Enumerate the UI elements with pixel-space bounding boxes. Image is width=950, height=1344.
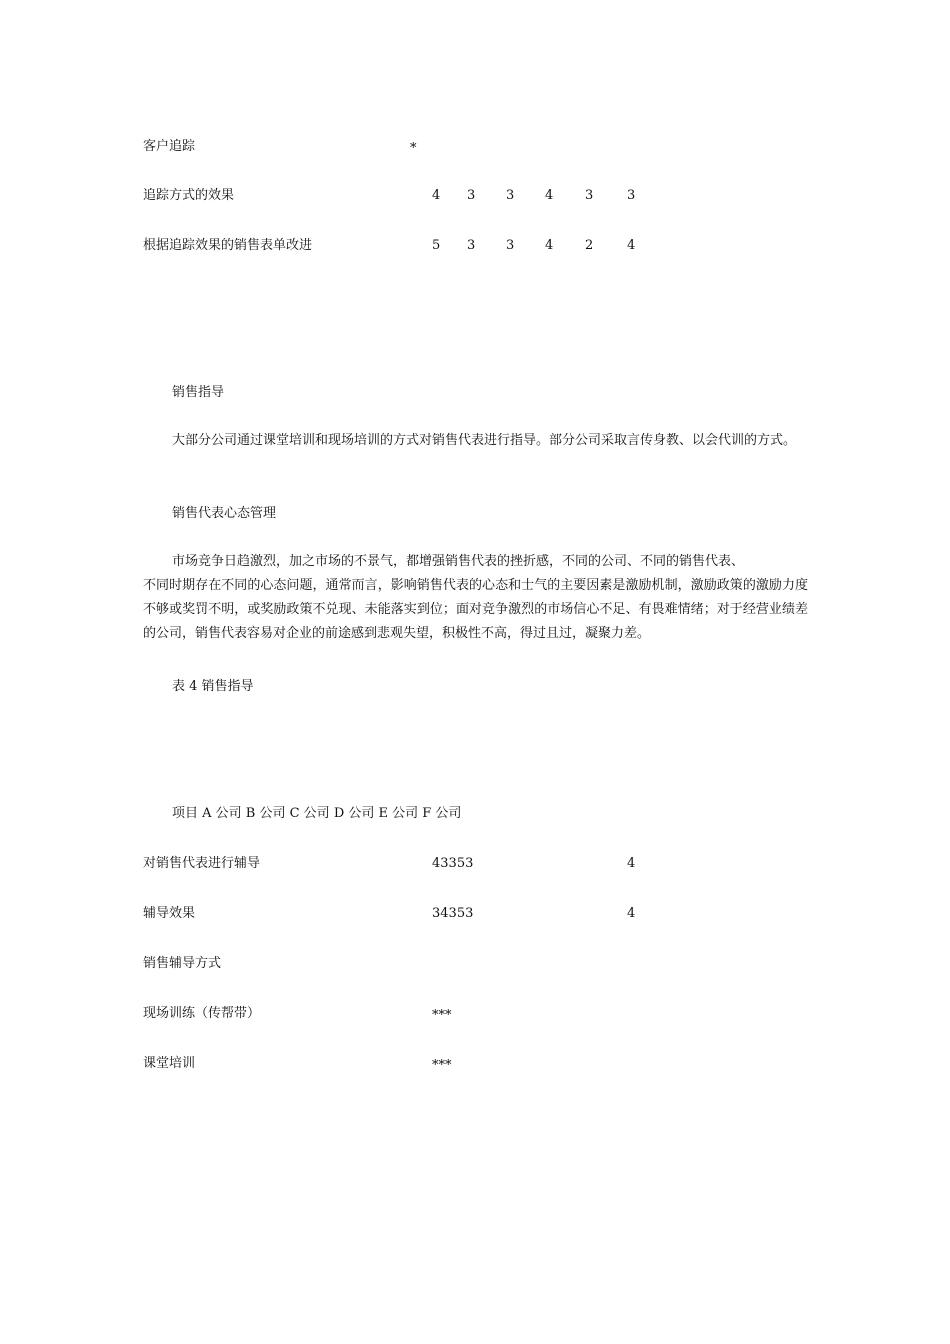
section-heading: 销售代表心态管理 <box>172 506 277 521</box>
table3-cell: 3 <box>506 188 515 203</box>
section-heading: 销售指导 <box>172 385 225 400</box>
table4-cell: 4 <box>627 906 636 921</box>
table3-cell: 5 <box>432 238 441 253</box>
table4-row-label: 对销售代表进行辅导 <box>143 856 261 871</box>
table3-row-label: 追踪方式的效果 <box>143 188 235 203</box>
table4-row-label: 课堂培训 <box>143 1056 196 1071</box>
table4-cell: 43353 <box>432 856 474 871</box>
section-paragraph-line: 市场竞争日趋激烈，加之市场的不景气，都增强销售代表的挫折感，不同的公司、不同的销售代表、 <box>172 554 745 569</box>
table3-cell: 4 <box>545 238 554 253</box>
table3-cell: 3 <box>467 238 476 253</box>
table3-cell: 3 <box>585 188 594 203</box>
table3-cell: 3 <box>506 238 515 253</box>
table3-row-label: 根据追踪效果的销售表单改进 <box>143 238 313 253</box>
table3-row-mark: * <box>410 141 417 156</box>
table4-row-label: 现场训练（传帮带） <box>143 1006 261 1021</box>
table3-cell: 4 <box>627 238 636 253</box>
table4-cell: 4 <box>627 856 636 871</box>
table-caption: 表 4 销售指导 <box>172 679 254 694</box>
table3-row-label: 客户追踪 <box>143 139 196 154</box>
table3-cell: 4 <box>432 188 441 203</box>
table4-row-label: 辅导效果 <box>143 906 196 921</box>
table4-cell: 34353 <box>432 906 474 921</box>
table3-cell: 2 <box>585 238 594 253</box>
table3-cell: 3 <box>627 188 636 203</box>
table4-header: 项目 A 公司 B 公司 C 公司 D 公司 E 公司 F 公司 <box>172 806 462 821</box>
section-paragraph: 大部分公司通过课堂培训和现场培训的方式对销售代表进行指导。部分公司采取言传身教、以会代训的方式。 <box>172 433 797 448</box>
section-paragraph: 不同时期存在不同的心态问题，通常而言，影响销售代表的心态和士气的主要因素是激励机制，激励政策的激励力度不够或奖罚不明，或奖励政策不兑现、未能落实到位；面对竞争激烈的市场信心不足、有畏难情绪；对于经营业绩差的公司，销售代表容易对企业的前途感到悲观失望，积极性不高，得过且过，凝聚力差。 <box>143 578 808 641</box>
table4-cell: *** <box>432 1058 452 1073</box>
table4-cell: *** <box>432 1008 452 1023</box>
table4-row-label: 销售辅导方式 <box>143 956 222 971</box>
table3-cell: 3 <box>467 188 476 203</box>
table3-cell: 4 <box>545 188 554 203</box>
